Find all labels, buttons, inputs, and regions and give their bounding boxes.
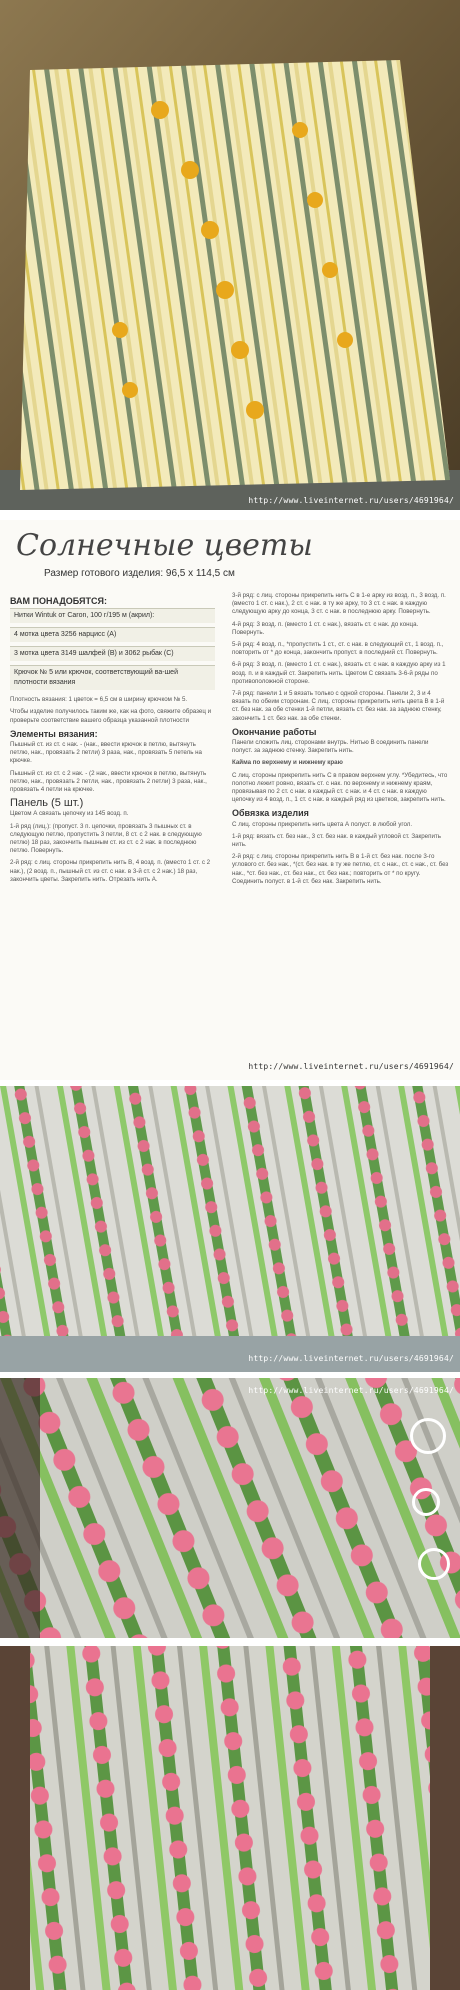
panel-text: 1-й ряд (лиц.): (пропуст. 3 п. цепочки, провязать 3 пышных ст. в следующую петлю, пропустить 3 петли, 8 ст. с 2 нак. в следующую петлю) 18 раз, закончить пышным ст. из ст. с 2 нак. в последнюю петлю. Повернуть. — [10, 822, 202, 855]
row-text: 6-й ряд: 3 возд. п. (вместо 1 ст. с нак.), вязать ст. с нак. в каждую арку из 1 возд. п. и в каждый ст. Закрепить нить. Цветом С связать 3-6-й ряды по противоположной стороне. — [232, 661, 446, 685]
yellow-afghan-illustration — [0, 0, 460, 510]
row-text: 3-й ряд: с лиц. стороны прикрепить нить С в 1-е арку из возд. п., 3 возд. п. (вместо 1 ст. с нак.), 2 ст. с нак. в ту же арку, то 3 ст. с нак. в каждую следующую арку до конца, 3 ст. с нак. в последнюю арку. Повернуть. — [232, 592, 446, 616]
panel-text: 2-й ряд: с лиц. стороны прикрепить нить В, 4 возд. п. (вместо 1 ст. с 2 нак.), (2 возд. п., пышный ст. из ст. с нак. в 3-й ст. с 2 нак.) 18 раз, закончить цветы. Закрепить нить. Отрезать нить А. — [10, 859, 211, 883]
row-text: 4-й ряд: 3 возд. п. (вместо 1 ст. с нак.), вязать ст. с нак. до конца. Повернуть. — [232, 620, 419, 636]
finish-heading: Окончание работы — [232, 726, 317, 737]
density-text: Плотность вязания: 1 цветок = 6,5 см в ширину крючком № 5. — [10, 696, 188, 704]
element-text: Пышный ст. из ст. с нак. - (нак., ввести крючок в петлю, вытянуть петлю, нак., провязать 2 петли) 3 раза, нак., провязать 5 петель на крючке. — [10, 741, 202, 765]
yarn-line: 3 мотка цвета 3149 шалфей (В) и 3062 рыбак (С) — [10, 646, 215, 661]
trim-text: 1-й ряд: вязать ст. без нак., 3 ст. без нак. в каждый угловой ст. Закрепить нить. — [232, 832, 441, 849]
border-subheading: Кайма по верхнему и нижнему краю — [232, 759, 343, 767]
page-title: Солнечные цветы — [16, 528, 313, 563]
pink-blanket-strip — [0, 1646, 460, 1990]
pattern-page — [0, 520, 460, 1080]
watermark-3: http://www.liveinternet.ru/users/4691964/ — [248, 1354, 454, 1363]
finished-size: Размер готового изделия: 96,5 х 114,5 см — [44, 568, 235, 579]
decorative-swirl-icon — [410, 1418, 446, 1454]
photo-pink-blanket-1 — [0, 1086, 460, 1372]
panel-text: Цветом А связать цепочку из 145 возд. п. — [10, 810, 129, 818]
left-column — [10, 592, 215, 888]
photo-yellow-afghan — [0, 0, 460, 510]
watermark-4: http://www.liveinternet.ru/users/4691964/ — [248, 1386, 454, 1395]
trim-text: 2-й ряд: с лиц. стороны прикрепить нить В в 1-й ст. без нак. после 3-го углового ст. без нак., *(ст. без нак. в ту же петлю, ст. с нак., ст. с нак., ст. без нак., *ст. без нак., ст. без нак., ст. без нак.; повторить от * по кругу. Соединить полуст. в 1-й ст. без нак. Закрепить нить. — [232, 853, 449, 885]
border-text: С лиц. стороны прикрепить нить С в правом верхнем углу. *Убедитесь, что полотно лежит ровно, вязать ст. с нак. по верхнему и нижнему краям, провязывая по 2 ст. с нак. в каждый ст. с нак. и 4 ст. с нак. в каждую цепочку из 4 возд. п., 1 ст. с нак. в каждый ряд из цветков, закрепить нить. — [232, 771, 448, 804]
right-column — [232, 592, 450, 890]
panel-heading: Панель (5 шт.) — [10, 797, 84, 810]
watermark-2: http://www.liveinternet.ru/users/4691964/ — [248, 1062, 454, 1071]
finish-text: Панели сложить лиц. сторонами внутрь. Нитью В соединить панели полуст. за заднюю стенку. Закрепить нить. — [232, 739, 429, 755]
row-text: 7-й ряд: панели 1 и 5 вязать только с одной стороны. Панели 2, 3 и 4 вязать по обеим сторонам. С лиц. стороны прикрепить нить цвета В в 1-й ст. без нак. за обе стенки 1-й петли, вязать ст. без нак. за заднюю стенку, закончить 1 ст. без нак. за обе стенки. — [232, 690, 445, 722]
element-text: Пышный ст. из ст. с 2 нак. - (2 нак., ввести крючок в петлю, вытянуть петлю, нак., провязать 2 петли, нак., провязать 2 петли) 3 раза, нак., провязать 4 петли на крючке. — [10, 769, 207, 794]
photo-pink-blanket-3 — [0, 1646, 460, 1990]
yarn-line: Крючок № 5 или крючок, соответствующий ва-шей плотности вязания — [10, 665, 215, 690]
needs-heading: ВАМ ПОНАДОБЯТСЯ: — [10, 596, 107, 606]
trim-text: С лиц. стороны прикрепить нить цвета А полуст. в любой угол. — [232, 820, 413, 828]
yarn-line: Нитки Wintuk от Caron, 100 г/195 м (акрил): — [10, 608, 215, 623]
decorative-swirl-icon — [418, 1548, 450, 1580]
elements-heading: Элементы вязания: — [10, 728, 98, 739]
row-text: 5-й ряд: 4 возд. п., *пропустить 1 ст., ст. с нак. в следующий ст., 1 возд. п., повторить от * до конца, закончить пропуст. в последний ст. Повернуть. — [232, 641, 444, 657]
trim-heading: Обвязка изделия — [232, 808, 309, 819]
watermark-1: http://www.liveinternet.ru/users/4691964/ — [248, 496, 454, 505]
pink-blanket-closeup — [0, 1378, 460, 1638]
yarn-line: 4 мотка цвета 3256 нарцисс (А) — [10, 627, 215, 642]
density-note: Чтобы изделие получилось таким же, как на фото, свяжите образец и проверьте соответствие вашего образца указанной плотности — [10, 708, 212, 724]
photo-pink-blanket-2 — [0, 1378, 460, 1638]
decorative-swirl-icon — [412, 1488, 440, 1516]
pink-blanket-illustration — [0, 1086, 460, 1372]
